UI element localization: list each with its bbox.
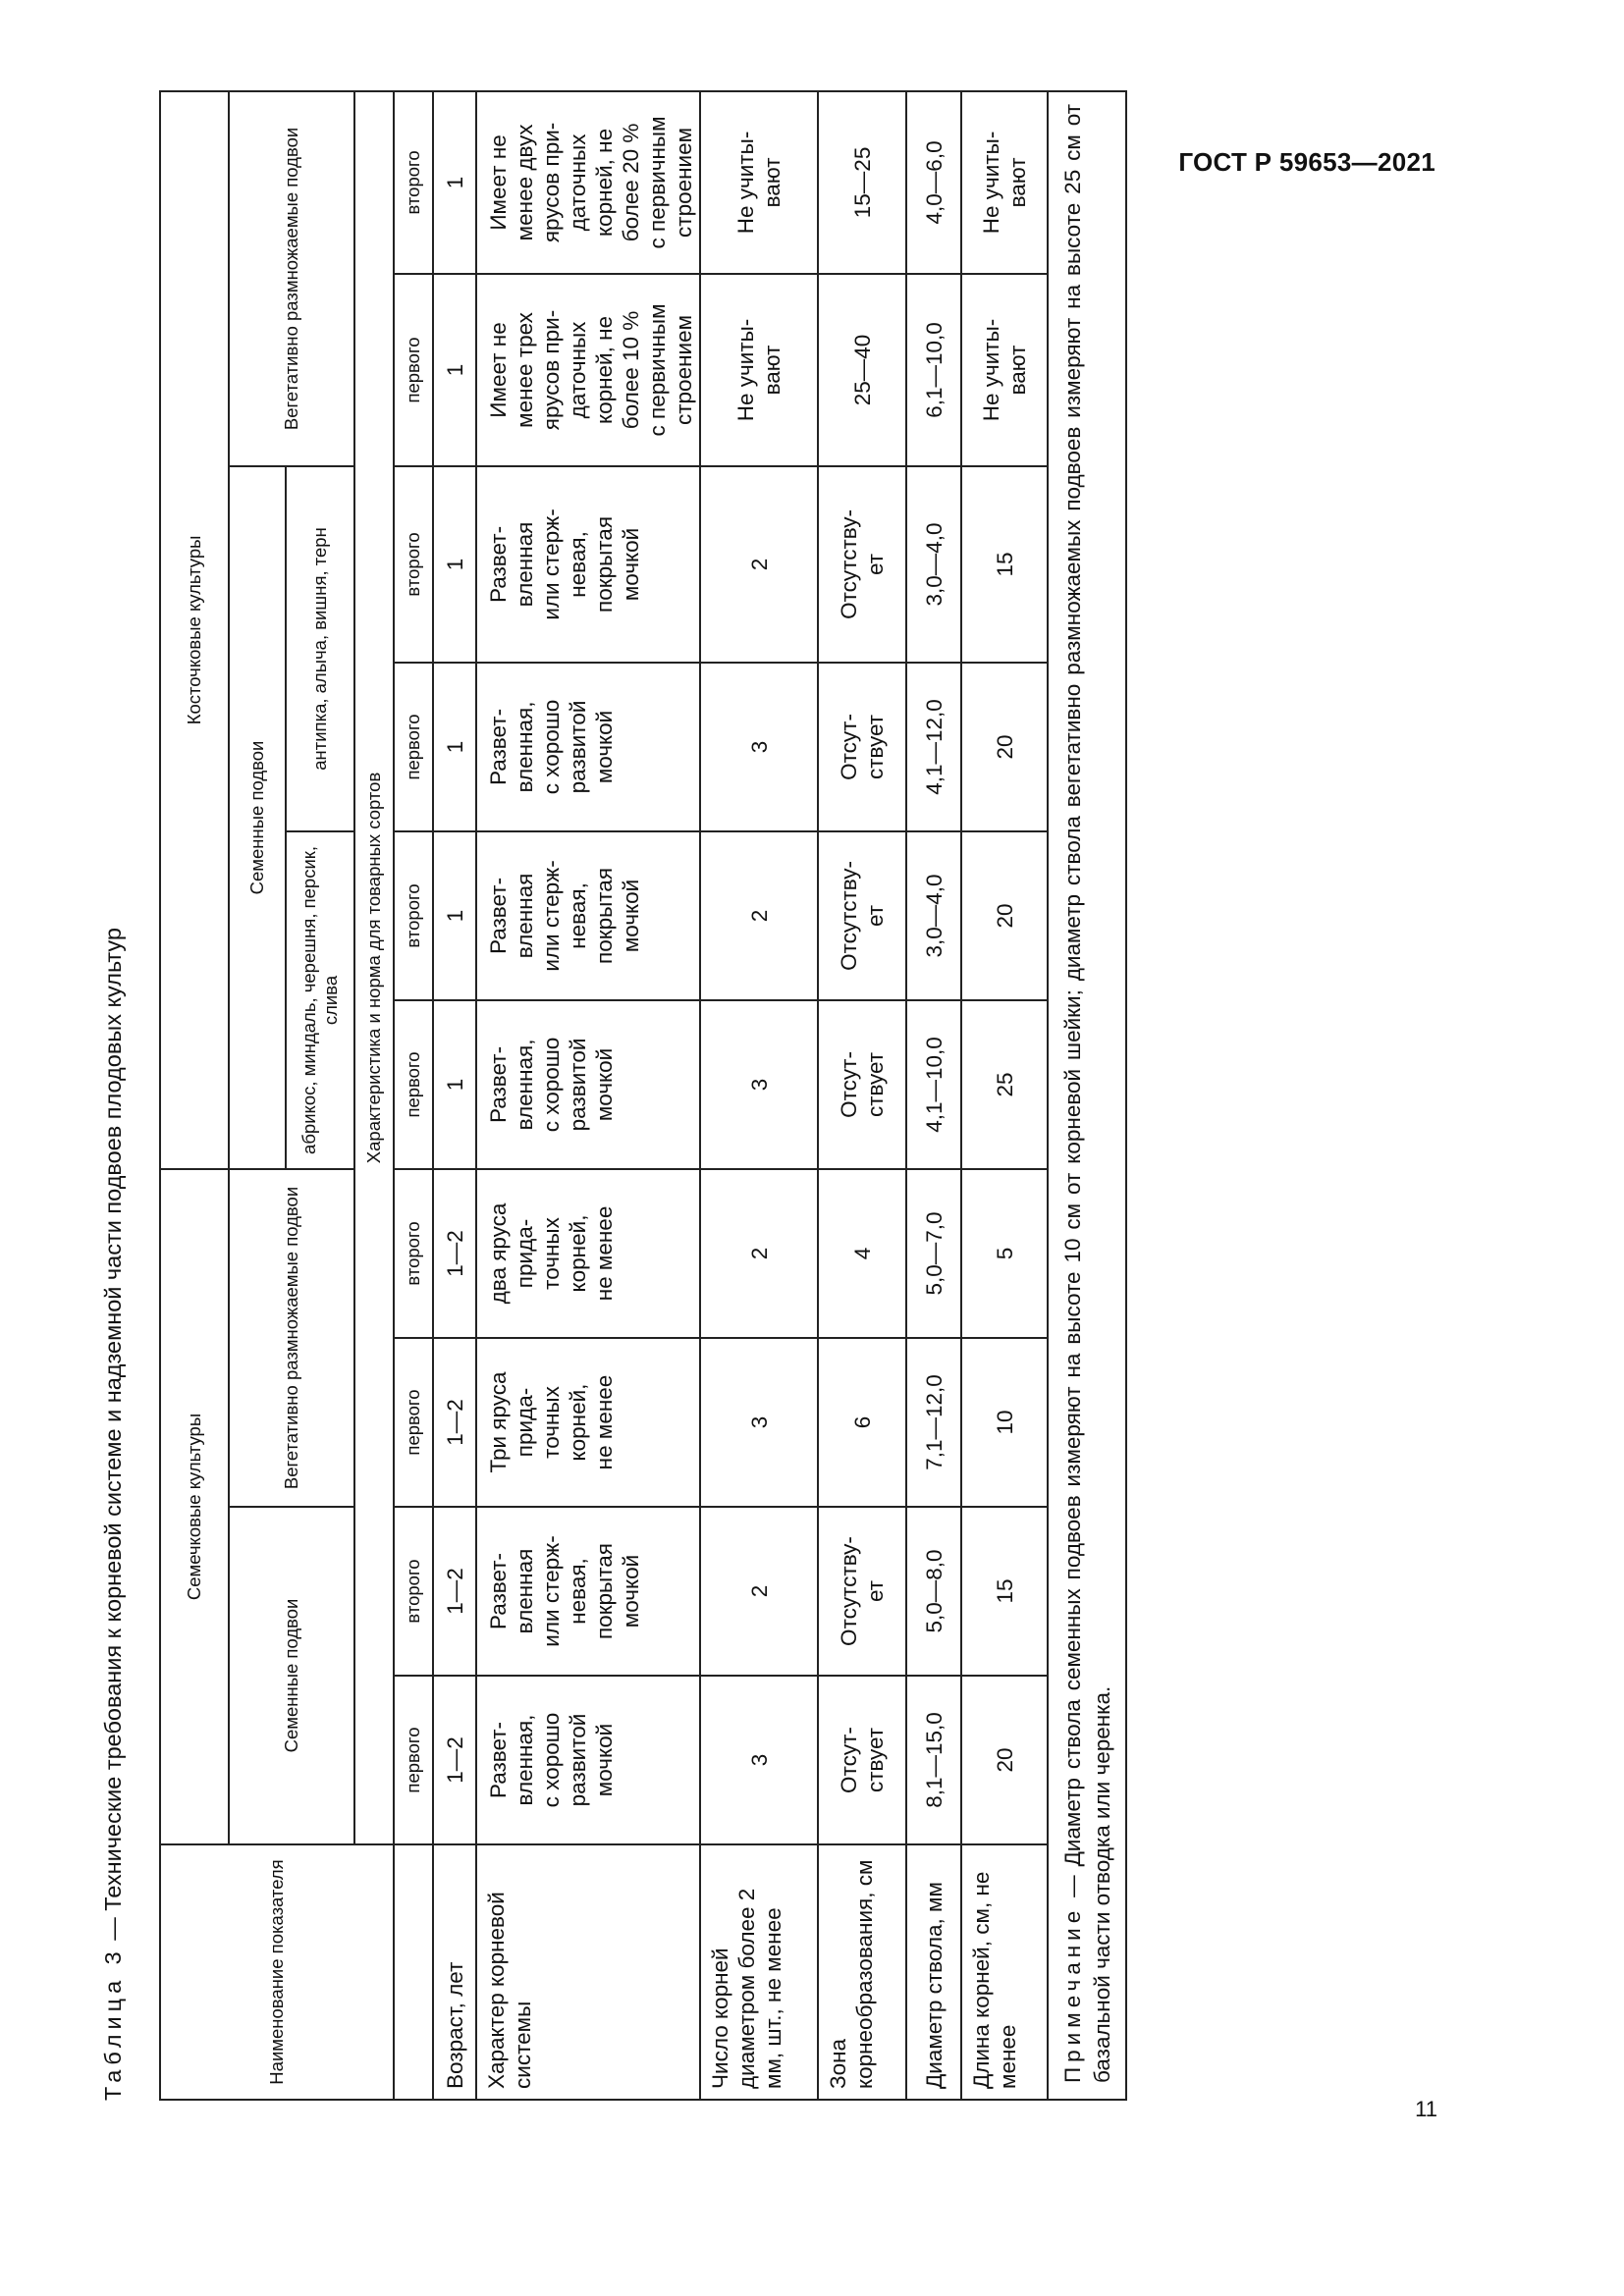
table-row xyxy=(700,91,818,2100)
row-name-rooting-zone: Зона корнеобразования, см xyxy=(818,1844,906,2100)
grade-header: первого xyxy=(394,274,433,466)
page-number: 11 xyxy=(1415,2097,1437,2121)
table-cell: 15 xyxy=(961,466,1048,663)
grade-header: второго xyxy=(394,91,433,274)
table-cell: Развет- вленная, с хорошо развитой мочкой xyxy=(476,663,700,831)
table-title-text: — Технические требования к корневой системе и надземной части подвоев плодовых культур xyxy=(100,928,126,1948)
table-cell: два яруса прида- точных корней, не менее xyxy=(476,1169,700,1338)
table-row xyxy=(906,91,961,2100)
table-cell: 2 xyxy=(700,1507,818,1676)
table-cell: 3 xyxy=(700,1676,818,1844)
table-cell: 1 xyxy=(433,274,476,466)
table-title-prefix: Таблица 3 xyxy=(100,1947,126,2101)
table-cell: 2 xyxy=(700,466,818,663)
table-cell: 15—25 xyxy=(818,91,906,274)
table-row xyxy=(818,91,906,2100)
table-cell: 10 xyxy=(961,1338,1048,1507)
table-cell: Три яруса прида- точных корней, не менее xyxy=(476,1338,700,1507)
table-cell: 3 xyxy=(700,1338,818,1507)
table-cell: 1—2 xyxy=(433,1338,476,1507)
header-antipka-group: антипка, алыча, вишня, терн xyxy=(286,466,354,831)
grade-header: первого xyxy=(394,1000,433,1169)
table-cell: Развет- вленная или стерж- невая, покрытая мочкой xyxy=(476,1507,700,1676)
table-title xyxy=(98,226,159,2101)
grade-header: первого xyxy=(394,1676,433,1844)
table-cell: 7,1—12,0 xyxy=(906,1338,961,1507)
header-stone-crops: Косточковые культуры xyxy=(160,91,229,1169)
table-cell: Не учиты- вают xyxy=(700,274,818,466)
table-cell: Не учиты- вают xyxy=(961,91,1048,274)
header-characteristic: Характеристика и норма для товарных сортов xyxy=(354,91,394,1844)
table-cell: Отсутству- ет xyxy=(818,466,906,663)
table-cell: 2 xyxy=(700,1169,818,1338)
row-name-root-length: Длина корней, см, не менее xyxy=(961,1844,1048,2100)
row-name-age: Возраст, лет xyxy=(433,1844,476,2100)
table-cell: 1—2 xyxy=(433,1169,476,1338)
header-pome-seed-rootstocks: Семенные подвои xyxy=(229,1507,354,1844)
header-pome-crops: Семечковые культуры xyxy=(160,1169,229,1844)
table-cell: 25 xyxy=(961,1000,1048,1169)
table-cell: 3,0—4,0 xyxy=(906,466,961,663)
table-cell: Отсут- ствует xyxy=(818,1000,906,1169)
table-cell: 5 xyxy=(961,1169,1048,1338)
table-cell: 20 xyxy=(961,663,1048,831)
table-cell: 4 xyxy=(818,1169,906,1338)
table-cell: 1 xyxy=(433,91,476,274)
table-cell: Отсутству- ет xyxy=(818,831,906,1000)
note-text: — Диаметр ствола семенных подвоев измеряют на высоте 10 см от корневой шейки; диаметр ствола вегетативно размножаемых подвоев измеряют на высоте 25 см от базальной части отводка или черенка. xyxy=(1060,103,1114,2083)
table-cell: 1—2 xyxy=(433,1676,476,1844)
table-cell: 1 xyxy=(433,466,476,663)
table-row xyxy=(961,91,1048,2100)
table-cell: 6,1—10,0 xyxy=(906,274,961,466)
table-cell: 4,1—10,0 xyxy=(906,1000,961,1169)
table-cell: 3 xyxy=(700,1000,818,1169)
table-cell: 6 xyxy=(818,1338,906,1507)
row-name-root-system: Характер корневой системы xyxy=(476,1844,700,2100)
grade-header: второго xyxy=(394,831,433,1000)
header-indicator-name: Наименование показателя xyxy=(160,1844,394,2100)
header-empty-cell xyxy=(394,1844,433,2100)
table-cell: 2 xyxy=(700,831,818,1000)
table-cell: 25—40 xyxy=(818,274,906,466)
table-note xyxy=(1048,91,1126,2100)
grade-header: второго xyxy=(394,1169,433,1338)
row-name-stem-diameter: Диаметр ствола, мм xyxy=(906,1844,961,2100)
table-cell: 15 xyxy=(961,1507,1048,1676)
table-cell: 3,0—4,0 xyxy=(906,831,961,1000)
table-cell: Не учиты- вают xyxy=(700,91,818,274)
row-name-root-count: Число корней диаметром более 2 мм, шт., не менее xyxy=(700,1844,818,2100)
header-apricot-group: абрикос, миндаль, черешня, персик, слива xyxy=(286,831,354,1169)
table-cell: 3 xyxy=(700,663,818,831)
grade-header: первого xyxy=(394,663,433,831)
table-cell: 1 xyxy=(433,831,476,1000)
table-cell: Развет- вленная, с хорошо развитой мочкой xyxy=(476,1000,700,1169)
table-cell: Отсут- ствует xyxy=(818,663,906,831)
table-cell: Не учиты- вают xyxy=(961,274,1048,466)
table-cell: 20 xyxy=(961,831,1048,1000)
table-cell: Развет- вленная, с хорошо развитой мочкой xyxy=(476,1676,700,1844)
grade-header: первого xyxy=(394,1338,433,1507)
table-cell: Развет- вленная или стерж- невая, покрытая мочкой xyxy=(476,831,700,1000)
table-cell: 1—2 xyxy=(433,1507,476,1676)
note-row xyxy=(1048,91,1126,2100)
table-cell: 4,0—6,0 xyxy=(906,91,961,274)
note-prefix: Примечание xyxy=(1060,1905,1085,2083)
header-pome-vegetative-rootstocks: Вегетативно размножаемые подвои xyxy=(229,1169,354,1507)
table-cell: Отсут- ствует xyxy=(818,1676,906,1844)
header-stone-seed-rootstocks: Семенные подвои xyxy=(229,466,286,1169)
table-cell: 4,1—12,0 xyxy=(906,663,961,831)
table-cell: 20 xyxy=(961,1676,1048,1844)
table-cell: Имеет не менее трех ярусов при- даточных корней, не более 10 % с первичным строением xyxy=(476,274,700,466)
header-stone-vegetative-rootstocks: Вегетативно размножаемые подвои xyxy=(229,91,354,466)
table-cell: Отсутству- ет xyxy=(818,1507,906,1676)
table-row xyxy=(433,91,476,2100)
grade-header: второго xyxy=(394,466,433,663)
document-code: ГОСТ Р 59653—2021 xyxy=(1178,147,1435,177)
table-cell: 8,1—15,0 xyxy=(906,1676,961,1844)
table-cell: 1 xyxy=(433,663,476,831)
table-cell: Развет- вленная или стерж- невая, покрытая мочкой xyxy=(476,466,700,663)
requirements-table xyxy=(159,90,1127,2101)
table-cell: 5,0—7,0 xyxy=(906,1169,961,1338)
table-cell: 5,0—8,0 xyxy=(906,1507,961,1676)
table-row xyxy=(476,91,700,2100)
table-cell: 1 xyxy=(433,1000,476,1169)
table-cell: Имеет не менее двух ярусов при- даточных корней, не более 20 % с первичным строением xyxy=(476,91,700,274)
grade-header: второго xyxy=(394,1507,433,1676)
